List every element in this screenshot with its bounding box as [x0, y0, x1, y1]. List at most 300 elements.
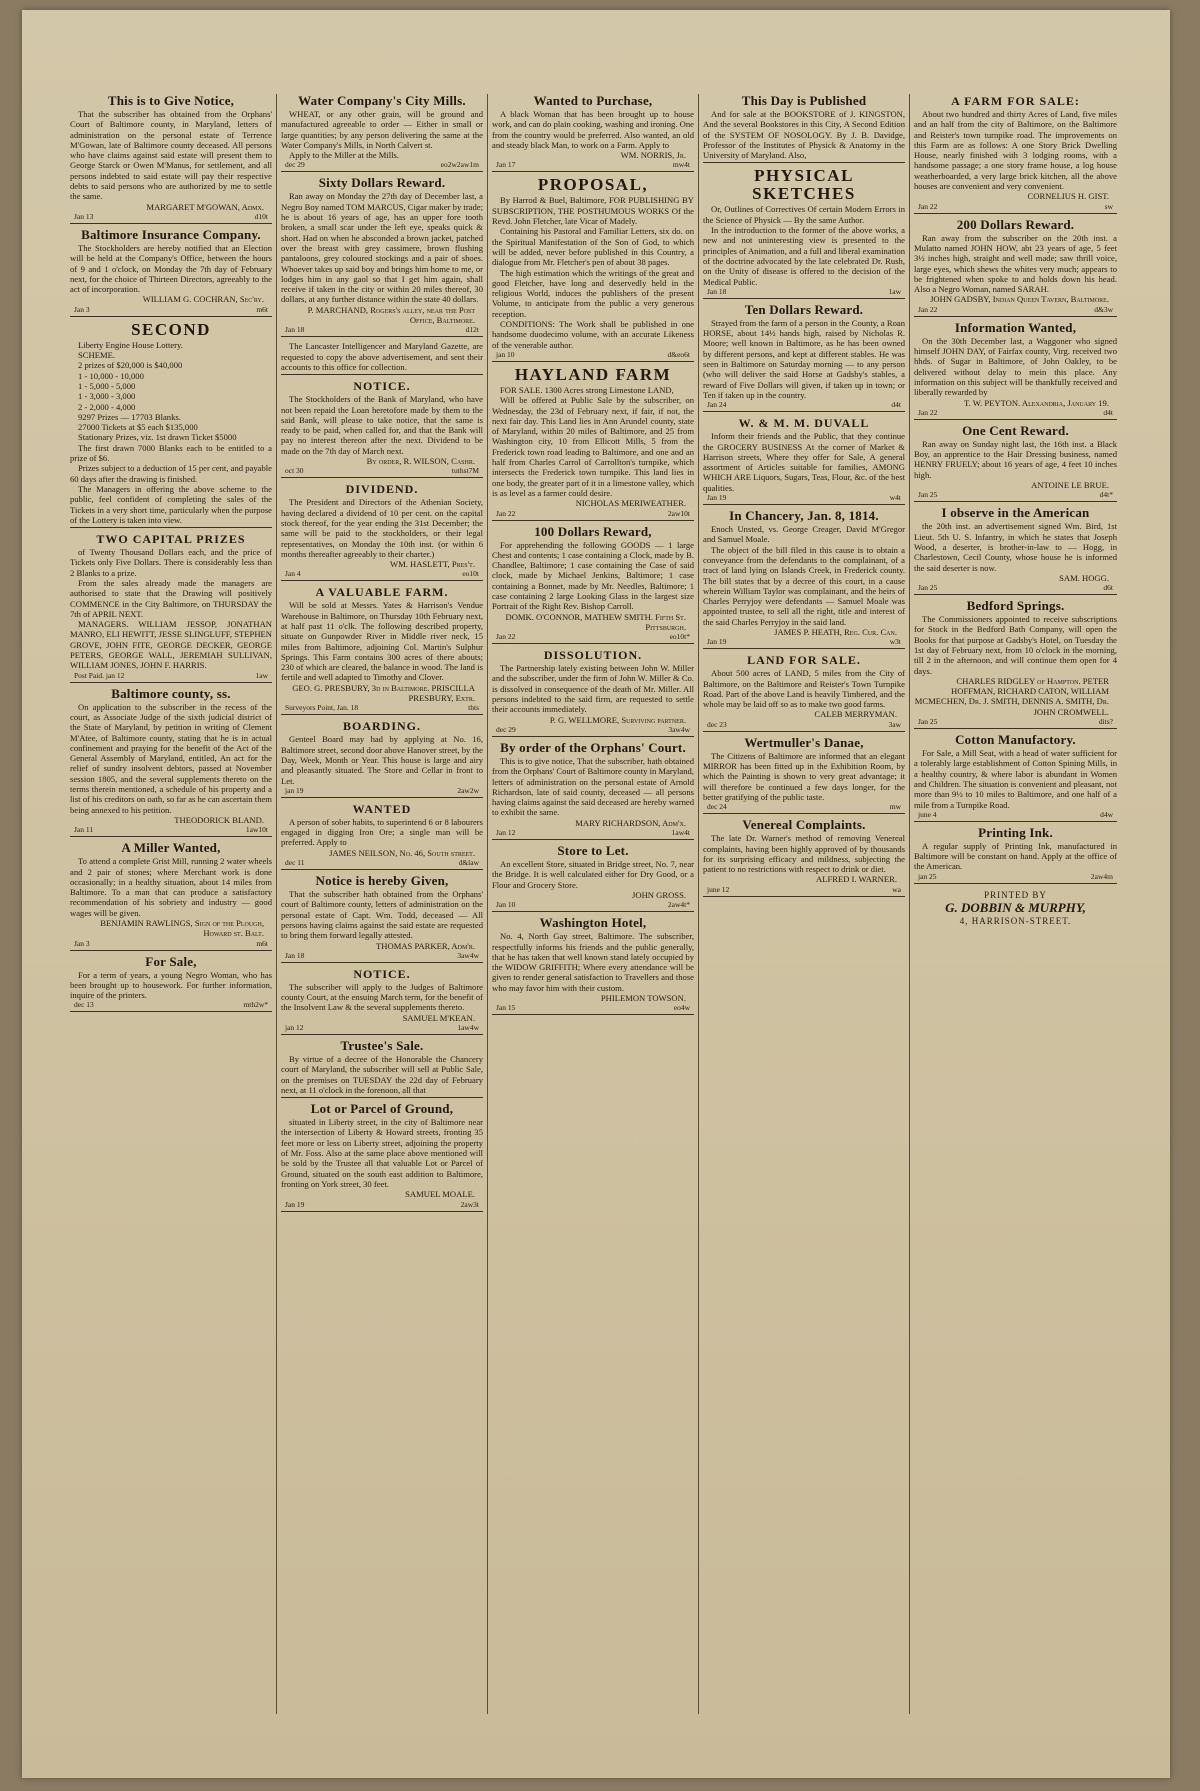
ad-date: Jan 18	[285, 950, 305, 960]
ad-title: For Sale,	[145, 953, 197, 969]
ad-body: situated in Liberty street, in the city of Baltimore near the intersection of Liberty & Howard streets, fronting 35 feet more or less on Liberty street, adjoining the property of Mr. Foss. Also at the same place above mentioned will be sold by the Trustee all that valuable Lot or Parcel of Ground, situated on the south east addition to Baltimore, fronting on York street, 30 feet.	[281, 1117, 483, 1189]
advertisement	[70, 321, 272, 528]
divider	[914, 883, 1117, 884]
ad-date: Jan 11	[74, 825, 94, 835]
divider	[281, 797, 483, 798]
divider	[914, 419, 1117, 420]
ad-footer	[703, 400, 905, 409]
advertisement	[703, 653, 905, 731]
advertisement	[492, 741, 694, 840]
ad-footer	[281, 325, 483, 334]
divider	[70, 950, 272, 951]
ad-body: WHEAT, or any other grain, will be ground and manufactured agreeable to order — Either in small or large quantities; by any person delivering the same at the Water Company's Mills, in North Calvert st.	[281, 109, 483, 150]
column-3	[488, 94, 699, 1714]
ad-title: NOTICE.	[353, 966, 411, 981]
ad-body: CONDITIONS: The Work shall be published in one handsome duodecimo volume, with an accurate Likeness of the venerable author.	[492, 319, 694, 350]
ad-title: W. & M. M. DUVALL	[738, 416, 870, 431]
divider	[914, 501, 1117, 502]
ad-body: A regular supply of Printing Ink, manufactured in Baltimore will be constant on hand. Apply at the office of the American.	[914, 840, 1117, 872]
ad-body: That the subscriber has obtained from the Orphans' Court of Baltimore county, in Maryland, letters of administration on the personal estate of Terrence M'Gowan, late of Baltimore county deceased. All persons who have claims against said estate will present them to George Starck or Owen M'Manus, for settlement, and all persons indebted to said estate will pay their respective debts to said persons who are authorized by me to settle the same.	[70, 109, 272, 202]
divider	[914, 594, 1117, 595]
ad-body: of Twenty Thousand Dollars each, and the price of Tickets only Five Dollars. There is considerably less than 2 Blanks to a prize.	[70, 547, 272, 578]
ad-code: mth2w*	[243, 1000, 268, 1010]
ad-body: MANAGERS. WILLIAM JESSOP, JONATHAN MANRO, ELI HEWITT, JESSE SLINGLUFF, STEPHEN GROVE, JOHN FITE, GEORGE DECKER, GEORGE PETERS, GEORGE WALL, JEREMIAH SULLIVAN, WILLIAM JONES, JOHN F. HARRIS.	[70, 619, 272, 671]
ad-title: Wanted to Purchase,	[533, 94, 653, 108]
ad-date: Jan 19	[285, 1199, 305, 1209]
advertisement	[703, 167, 905, 298]
ad-body: Genteel Board may had by applying at No. 16, Baltimore street, second door above Hanover street, by the Day, Week, Month or Year. This house is large and airy and pleasantly situated. The Store and Cellar in front to Let.	[281, 734, 483, 786]
ad-title: TWO CAPITAL PRIZES	[96, 532, 246, 547]
divider	[703, 504, 905, 505]
ad-title: LAND FOR SALE.	[747, 653, 861, 668]
ad-signature: BENJAMIN RAWLINGS, Sign of the Plough, Howard st. Balt.	[100, 918, 264, 939]
advertisement	[703, 736, 905, 814]
divider	[281, 1034, 483, 1035]
ad-footer	[70, 939, 272, 948]
ad-footer	[703, 720, 905, 729]
ad-signature: CHARLES RIDGLEY of Hampton. PETER HOFFMAN, RICHARD CATON, WILLIAM MCMECHEN, Dr. J. SMITH, DENNIS A. SMITH, Dr. JOHN CROMWELL.	[914, 675, 1109, 717]
ad-date: Jan 19	[707, 637, 727, 647]
ad-code: w3t	[889, 637, 901, 647]
divider	[70, 836, 272, 837]
ad-title: HAYLAND FARM	[514, 364, 672, 384]
ad-body: That the subscriber hath obtained from the Orphans' court of Baltimore county, letters of administration on the personal estate of Capt. Wm. Todd, deceased — All persons having claims against the said estate are requested to bring them forward legally attested.	[281, 889, 483, 941]
ad-body: By virtue of a decree of the Honorable the Chancery court of Maryland, the subscriber will sell at Public Sale, on the premises on TUESDAY the 22d day of February next, at 11 o'clock in the forenoon, all that	[281, 1054, 483, 1095]
ad-code: d4t*	[1099, 490, 1113, 500]
divider	[703, 648, 905, 649]
ad-signature: SAMUEL M'KEAN.	[402, 1012, 475, 1023]
ad-code: d4t	[1103, 407, 1113, 417]
advertisement	[281, 482, 483, 581]
ad-signature: JAMES NEILSON, No. 46, South street.	[329, 847, 475, 858]
ad-body: 27000 Tickets at $5 each $135,000	[78, 422, 198, 433]
ad-footer	[914, 408, 1117, 417]
ad-body: Ran away from the subscriber on the 20th inst. a Mulatto named JOHN HOW, abt 23 years of age, 5 feet 3½ inches high, straight and well made; saw thrill voice, large eyes, which shews the whites very much; appears to be frightened when spoke to and holds down his head. Also a Negro Woman, named SARAH.	[914, 232, 1117, 295]
ad-code: eo10t*	[669, 632, 690, 642]
ad-code: d6t	[1103, 583, 1113, 593]
ad-body: The first drawn 7000 Blanks each to be entitled to a prize of $6.	[70, 442, 272, 464]
column-1	[66, 94, 277, 1714]
ad-body: On application to the subscriber in the recess of the court, as Associate Judge of the sixth judicial district of the State of Maryland, by petition in writing of Clement M'Atee, of Baltimore county, stating that he is in actual confinement and praying for the benefit of the Act of the General Assembly of Maryland, entitled, An act for the relief of sundry insolvent debtors, passed at November session 1805, and the several supplements thereto on the terms therein mentioned, a schedule of his property and a list of his creditors on oath, so far as he can ascertain them being annexed to his petition.	[70, 701, 272, 815]
ad-body: The Stockholders of the Bank of Maryland, who have not been repaid the Loan heretofore made by them to the said Bank, will please to take notice, that the same is ready to be paid, when called for, and that the Bank will pay no interest thereon after the next. Dividend to be made on the 7th day of March next.	[281, 394, 483, 456]
advertisement	[914, 94, 1117, 214]
ad-body: the 20th inst. an advertisement signed Wm. Bird, 1st Lieut. 5th U. S. Infantry, in which he states that Joseph Wood, a deserter, is brother-in-law to — Hogg, in Charlestown, Cecil County, whose house he is informed the said deserter is now.	[914, 521, 1117, 573]
advertisement	[492, 648, 694, 737]
ad-date: Jan 22	[496, 508, 516, 518]
ad-footer	[281, 703, 483, 712]
ad-body: About 500 acres of LAND, 5 miles from the City of Baltimore, on the Baltimore and Reister's Town Turnpike Road. Part of the above Land is heavily Timbered, and the whole may be laid off so as to make two good farms.	[703, 668, 905, 710]
ad-body: Inform their friends and the Public, that they continue the GROCERY BUSINESS At the corner of Market & Harrison streets, Where they offer for Sale, A general assortment of Articles suitable for families, AMONG WHICH ARE Liquors, Sugars, Teas, Flour, &c. of the best qualities.	[703, 431, 905, 493]
ad-date: Jan 22	[918, 304, 938, 314]
ad-title: NOTICE.	[353, 379, 411, 394]
ad-footer	[914, 305, 1117, 314]
ad-title: By order of the Orphans' Court.	[500, 739, 686, 755]
ad-footer	[914, 202, 1117, 211]
ad-code: sw	[1104, 201, 1113, 211]
divider	[281, 962, 483, 963]
ad-date: Jan 3	[74, 304, 90, 314]
ad-signature: PHILEMON TOWSON.	[600, 993, 686, 1003]
divider	[281, 1211, 483, 1212]
ad-footer	[703, 287, 905, 296]
ad-footer	[914, 810, 1117, 819]
advertisement	[492, 844, 694, 912]
ad-signature: SAMUEL MOALE.	[405, 1189, 475, 1200]
ad-code: m6t	[256, 304, 268, 314]
ad-body: In the introduction to the former of the above works, a new and not uninteresting view is presented to the principles of Animation, and a full and liberal examination of the doctrine advocated by the late celebrated Dr. Rush, on the Unity of disease is offered to the decision of the Medical Public.	[703, 225, 905, 287]
advertisement	[281, 719, 483, 797]
advertisement	[492, 94, 694, 172]
advertisement	[914, 826, 1117, 884]
ad-code: 1aw4w	[457, 1023, 479, 1032]
ad-body: The high estimation which the writings of the great and good Fletcher, have long and deservedly held in the religious World, induces the publishers of the present Volume, to anticipate from the public a very generous reception.	[492, 267, 694, 319]
ad-body: 2 - 2,000 - 4,000	[78, 401, 136, 412]
ad-body: From the sales already made the managers are authorised to state that the Drawing will positively COMMENCE in the City Baltimore, on THURSDAY the 7th of APRIL NEXT.	[70, 577, 272, 619]
ad-code: eo10t	[462, 569, 479, 579]
divider	[281, 374, 483, 375]
ad-footer	[70, 212, 272, 221]
advertisement	[914, 218, 1117, 317]
ad-date: Jan 3	[74, 938, 90, 948]
ad-title: Washington Hotel,	[539, 915, 647, 931]
advertisement	[70, 841, 272, 950]
ad-title: Store to Let.	[557, 843, 629, 859]
ad-date: jan 12	[285, 1023, 304, 1032]
ad-title: Printing Ink.	[978, 824, 1053, 840]
ad-date: Jan 25	[918, 717, 938, 727]
ad-footer	[492, 828, 694, 837]
divider	[492, 520, 694, 521]
advertisement	[70, 228, 272, 317]
ad-title: Venereal Complaints.	[742, 817, 866, 833]
ad-code: 1aw10t	[245, 825, 268, 835]
imprint-line3: 4, HARRISON-STREET.	[959, 915, 1072, 926]
ad-body: Will be offered at Public Sale by the subscriber, on Wednesday, the 23d of February next, if fair, if not, the next fair day. This Land lies in Ann Arundel county, state of Maryland, within 20 miles of Baltimore, and 25 from Washington city, 10 from Ellicott Mills, 5 from the Frederick town road leading to Baltimore, and one and an half from Charles Carrol of Carrollton's turnpike, which intersects the Frederick town turnpike. This land lies in one body, the greater part of it in a limestone valley, which is as level as a farmer could desire.	[492, 395, 694, 498]
ad-title: 200 Dollars Reward.	[956, 216, 1075, 232]
ad-signature: WILLIAM G. COCHRAN, Sec'ry.	[142, 294, 264, 305]
ad-body: The object of the bill filed in this cause is to obtain a conveyance from the defendants to the complainant, of a tract of land lying on Islands Creek, in Frederick county. The bill states that by a decree of this court, in a cause wherein William Taylor was complainant, and the heirs of Charles Perryjoy were defendants — Samuel Moale was appointed trustee, to sell all the right, title and interest of the said Charles Perryjoy in the said land.	[703, 544, 905, 627]
ad-date: Jan 15	[496, 1003, 516, 1013]
ad-code: d&law	[458, 858, 479, 868]
ad-body: The Managers in offering the above scheme to the public, feel confident of completing the sales of the Tickets in a very short time, particularly when the purpose of the Lottery is taken into view.	[70, 483, 272, 525]
ad-body: An excellent Store, situated in Bridge street, No. 7, near the Bridge. It is well calculated either for Dry Good, or a Flour and Grocery Store.	[492, 859, 694, 890]
ad-date: Jan 22	[918, 407, 938, 417]
ad-code: thts	[468, 703, 479, 713]
advertisement	[914, 599, 1117, 729]
ad-title: WANTED	[352, 801, 412, 816]
ad-date: Jan 10	[496, 900, 516, 910]
ad-title: Water Company's City Mills.	[298, 94, 466, 108]
ad-body: This is to give notice, That the subscriber, hath obtained from the Orphans' Court of Baltimore county in Maryland, letters of administration on the personal estate of Arnold Richardson, late of said county, deceased — all persons having claims against the said deceased are hereby warned to exhibit the same.	[492, 755, 694, 818]
ad-code: tuthst7M	[451, 466, 479, 476]
advertisement	[703, 303, 905, 412]
ad-signature: ALFRED I. WARNER.	[815, 874, 897, 885]
advertisement	[703, 416, 905, 505]
ad-footer	[70, 825, 272, 834]
ad-body: No. 4, North Gay street, Baltimore. The subscriber, respectfully informs his friends and the public generally, that he has taken that well known stand lately occupied by the WIDOW GRIFFITH; Where every attendance will be given to render general satisfaction to Travellers and those who may favor him with their custom.	[492, 931, 694, 993]
ad-title: Trustee's Sale.	[340, 1038, 424, 1053]
divider	[492, 911, 694, 912]
ad-code: eo4w	[673, 1003, 690, 1013]
ad-footer	[70, 671, 272, 680]
ad-body: The Commissioners appointed to receive subscriptions for Stock in the Bedford Bath Company, will open the Books for that purpose at Gadsby's Hotel, on Tuesday the 1st day of February next, from 10 o'clock in the morning, till 2 in the afternoon, and will continue them open for 4 days.	[914, 614, 1117, 676]
advertisement	[703, 509, 905, 649]
ad-date: dec 11	[285, 858, 305, 868]
ad-code: m6t	[256, 938, 268, 948]
ad-code: 3aw4w	[457, 950, 479, 960]
ad-title: One Cent Reward.	[962, 422, 1069, 438]
ad-signature: P. G. WELLMORE, Surviving partner.	[549, 714, 686, 725]
ad-footer	[492, 725, 694, 734]
ad-title: SECOND	[131, 319, 211, 339]
divider	[703, 162, 905, 163]
advertisement	[281, 1039, 483, 1098]
ad-signature: MARY RICHARDSON, Adm'x.	[575, 817, 686, 828]
ad-date: jan 10	[496, 349, 515, 359]
divider	[70, 316, 272, 317]
advertisement	[492, 366, 694, 521]
divider	[703, 731, 905, 732]
imprint-line1: PRINTED BY	[984, 889, 1047, 900]
ad-code: d4w	[1100, 809, 1113, 819]
ad-signature: THOMAS PARKER, Adm'r.	[376, 940, 475, 951]
advertisement	[70, 955, 272, 1013]
ad-title: This is to Give Notice,	[107, 94, 235, 108]
divider	[70, 223, 272, 224]
ad-body: By Harrod & Buel, Baltimore, FOR PUBLISHING BY SUBSCRIPTION, THE POSTHUMOUS WORKS Of the Revd. John Fletcher, late Vicar of Madely.	[492, 195, 694, 227]
divider	[70, 527, 272, 528]
ad-footer	[492, 1003, 694, 1012]
ad-date: Jan 22	[496, 632, 516, 642]
ad-code: d10t	[254, 211, 268, 221]
ad-code: 3aw	[888, 719, 901, 729]
ad-body: The subscriber will apply to the Judges of Baltimore county Court, at the ensuing March term, for the benefit of the Insolvent Law & the several supplements thereto.	[281, 981, 483, 1013]
divider	[703, 298, 905, 299]
ad-title: BOARDING.	[342, 719, 421, 734]
ad-code: 2aw3t	[460, 1199, 479, 1209]
ad-signature: CORNELIUS H. GIST.	[1027, 191, 1109, 202]
columns	[66, 94, 1132, 1714]
ad-date: Jan 19	[707, 493, 727, 503]
ad-title: In Chancery, Jan. 8, 1814.	[729, 508, 879, 524]
ad-code: 3aw4w	[668, 724, 690, 734]
advertisement	[281, 874, 483, 963]
ad-body: Containing his Pastoral and Familiar Letters, six do. on the Spiritual Manifestation of the Son of God, to which will be added, never before published in this Country, a dialogue from Mr. Fletcher's pen of about 38 pages.	[492, 226, 694, 268]
divider	[281, 869, 483, 870]
ad-date: Jan 24	[707, 400, 727, 410]
ad-signature: NICHOLAS MERIWEATHER.	[575, 498, 686, 509]
ad-date: Jan 12	[496, 828, 516, 838]
advertisement	[281, 585, 483, 715]
ad-date: dec 24	[707, 802, 727, 812]
ad-date: jan 19	[285, 785, 304, 795]
ad-body: Or, Outlines of Correctives Of certain Modern Errors in the Science of Physick — By the same Author.	[703, 204, 905, 225]
ad-date: Jan 18	[707, 286, 727, 296]
advertisement	[914, 733, 1117, 822]
ad-date: Jan 17	[496, 160, 516, 170]
ad-signature: JOHN GADSBY, Indian Queen Tavern, Baltimore.	[930, 294, 1109, 305]
divider	[281, 171, 483, 172]
ad-title: Sixty Dollars Reward.	[318, 175, 446, 191]
ad-footer	[703, 885, 905, 894]
ad-body: Will be sold at Messrs. Yates & Harrison's Vendue Warehouse in Baltimore, on Thursday 10th February next, at half past 11 o'clk. The following described property, situate on Gunpowder River in Middle river neck, 15 miles from Baltimore, adjoining Col. Martin's Sulphur Springs. This Farm contains 300 acres of there abouts; 230 of which are cleared, the balance in wood. The land is fertile and well adapted to Timothy and Clover.	[281, 600, 483, 683]
ad-code: 2aw4m	[1090, 871, 1113, 881]
advertisement	[281, 1102, 483, 1211]
ad-body: Prizes subject to a deduction of 15 per cent, and payable 60 days after the drawing is finished.	[70, 463, 272, 484]
ad-title: Lot or Parcel of Ground,	[310, 1101, 454, 1117]
ad-title: This Day is Published	[741, 94, 867, 108]
ad-date: Jan 22	[918, 201, 938, 211]
ad-title: PROPOSAL,	[537, 175, 649, 195]
column-5	[910, 94, 1121, 1714]
ad-date: dec 23	[707, 719, 727, 729]
ad-body: The President and Directors of the Athenian Society, having declared a dividend of 10 per cent. on the capital stock thereof, for the year ending the 31st December; the same will be paid to the stockholders, or their legal representatives, on Monday the 10th inst. (or within 6 months thereafter agreeably to their charter.)	[281, 497, 483, 559]
ad-code: 1aw	[888, 286, 901, 296]
ad-signature: DOMK. O'CONNOR, MATHEW SMITH. Fifth St. Pittsburgh.	[505, 611, 686, 632]
ad-body: Enoch Unsted, vs. George Creager, David M'Gregor and Samuel Moale.	[703, 524, 905, 545]
ad-date: june 12	[707, 884, 730, 894]
divider	[914, 213, 1117, 214]
ad-date: dec 29	[285, 160, 305, 170]
ad-body: To attend a complete Grist Mill, running 2 water wheels and 2 pair of stones; where Merchant work is done occasionally; in a healthy situation, about 14 miles from Baltimore. To a man that can produce a satisfactory recommendation of his sobriety and industry — good wages will be given.	[70, 856, 272, 918]
ad-date: june 4	[918, 809, 937, 819]
ad-footer	[281, 786, 483, 795]
ad-signature: GEO. G. PRESBURY, 3d in Baltimore. PRISCILLA PRESBURY, Extr.	[292, 682, 475, 704]
ad-footer	[703, 637, 905, 646]
ad-signature: CALEB MERRYMAN.	[814, 709, 897, 720]
ad-code: d12t	[465, 325, 479, 335]
advertisement	[914, 506, 1117, 595]
divider	[914, 316, 1117, 317]
ad-footer	[492, 900, 694, 909]
ad-code: d&3w	[1094, 304, 1113, 314]
ad-footer	[914, 490, 1117, 499]
column-2	[277, 94, 488, 1714]
ad-footer	[70, 1000, 272, 1009]
ad-footer	[281, 858, 483, 867]
divider	[281, 580, 483, 581]
ad-code: 2aw2w	[457, 785, 479, 795]
ad-body: For Sale, a Mill Seat, with a head of water sufficient for a tolerably large establishment of Cotton Spining Mills, in a healthy country, & where labor is abundant in Women and Children. The situation is convenient and pleasant, not more than 9½ to 10 miles to Baltimore, and one half of a mile from a Turnpike Road.	[914, 748, 1117, 810]
ad-body: Ran away on Monday the 27th day of December last, a Negro Boy named TOM MARCUS, Cigar maker by trade; he is about 16 years of age, has an upper fore tooth broken, a small scar under the left eye, speaks quick & short. Had on when he absconded a brown jacket, patched over the breast with grey cassimere, brown flushing pantaloons, grey coloured stockings and a pair of shoes. Whoever takes up said boy and brings him home to me, or lodges him in any gaol so that I get him again, shall receive if taken in the city or within 20 miles thereof, 30 dollars, at any further distance within the state 40 dollars.	[281, 191, 483, 305]
ad-code: eo2w2aw1m	[440, 160, 479, 170]
divider	[492, 839, 694, 840]
ad-body: 9297 Prizes — 17703 Blanks.	[78, 411, 181, 422]
newspaper-page	[22, 10, 1170, 1778]
ad-title: Bedford Springs.	[966, 598, 1065, 614]
ad-body: The Lancaster Intelligencer and Maryland Gazette, are requested to copy the above advertisement, and sent their accounts to this office for collection.	[281, 341, 483, 372]
ad-body: The late Dr. Warner's method of removing Venereal complaints, having been highly approved of by thousands for its surprising efficacy and mildness, subjecting the patient to no restrictions with respect to drink or diet.	[703, 833, 905, 875]
divider	[492, 736, 694, 737]
divider	[492, 171, 694, 172]
ad-footer	[281, 569, 483, 578]
ad-footer	[914, 717, 1117, 726]
ad-body: Stationary Prizes, viz. 1st drawn Ticket $5000	[78, 432, 237, 443]
advertisement	[492, 176, 694, 361]
ad-date: Surveyors Point, Jan. 18	[285, 703, 359, 713]
advertisement	[70, 532, 272, 683]
ad-signature: ANTOINE LE BRUE.	[1031, 480, 1109, 491]
ad-code: 1aw	[255, 670, 268, 680]
ad-title: DIVIDEND.	[345, 482, 419, 497]
imprint-line2: G. DOBBIN & MURPHY,	[945, 899, 1086, 915]
ad-title: Ten Dollars Reward.	[744, 301, 864, 317]
ad-title: 100 Dollars Reward,	[534, 523, 652, 539]
ad-footer	[281, 1200, 483, 1209]
divider	[281, 1097, 483, 1098]
ad-body: The Partnership lately existing between John W. Miller and the subscriber, under the firm of John W. Miller & Co. is dissolved in consequence of the death of Mr. Miller. All persons indebted to the said firm, are requested to settle their accounts immediately.	[492, 663, 694, 715]
ad-footer	[281, 160, 483, 169]
ad-code: dits?	[1098, 717, 1113, 727]
ad-title: Cotton Manufactory.	[955, 732, 1076, 748]
divider	[703, 813, 905, 814]
ad-date: dec 29	[496, 724, 516, 734]
ad-title: Baltimore county, ss.	[111, 685, 231, 701]
ad-body: A black Woman that has been brought up to house work, and can do plain cooking, washing and ironing. One from the country would be preferred. Also wanted, an old and steady black Man, to work on a Farm. Apply to	[492, 109, 694, 150]
advertisement	[70, 94, 272, 224]
ad-body: For a term of years, a young Negro Woman, who has been brought up to housework. For further information, inquire of the printers.	[70, 969, 272, 1001]
ad-title: Baltimore Insurance Company.	[81, 226, 261, 242]
ad-code: 1aw4t	[671, 828, 690, 838]
ad-body: The Citizens of Baltimore are informed that an elegant MIRROR has been fitted up in the Exhibition Room, by which the Painting is shown to very great advantage; it will therefore be continued a few days longer, for the better gratifying of the public taste.	[703, 750, 905, 802]
ad-body: And for sale at the BOOKSTORE of J. KINGSTON, And the several Bookstores in this City, A Second Edition of the SYSTEM OF NOSOLOGY. By J. B. Davidge, Professor of the Institutes of Physick & Anatomy in the University of Maryland. Also,	[703, 109, 905, 161]
ad-code: mw4t	[672, 160, 690, 170]
ad-signature: MARGARET M'GOWAN, Admx.	[146, 201, 264, 212]
ad-code: 2aw10t	[667, 508, 690, 518]
ad-footer	[70, 305, 272, 314]
ad-title: Notice is hereby Given,	[315, 873, 449, 889]
ad-title: Wertmuller's Danae,	[744, 734, 864, 750]
ad-body: FOR SALE. 1300 Acres strong Limestone LAND,	[500, 384, 674, 395]
ad-signature: T. W. PEYTON. Alexandria, January 19.	[963, 397, 1109, 408]
ad-date: Jan 25	[918, 583, 938, 593]
advertisement	[914, 321, 1117, 420]
ad-body: On the 30th December last, a Waggoner who signed himself JOHN DAY, of Fairfax county, Virg. received two hhds. of Sugar in Baltimore, of John Oakley, to be delivered without delay to mein this place. Any information on this subject will be thankfully received and liberally rewarded by	[914, 335, 1117, 398]
divider	[281, 477, 483, 478]
advertisement	[70, 687, 272, 838]
ad-date: Jan 13	[74, 211, 94, 221]
ad-body: Strayed from the farm of a person in the County, a Roan HORSE, about 14½ hands high, raised by Nicholas R. Moore; well known in Baltimore, as he has been owned by different persons, and kept at different stables. He was seen in Baltimore on Saturday morning — to any person (who will deliver the said Horse at Gadsby's stables, a reward of Five Dollars will given, if taken up in town; or Ten if taken up in the country.	[703, 317, 905, 400]
ad-footer	[703, 802, 905, 811]
divider	[703, 411, 905, 412]
ad-footer	[281, 1023, 483, 1032]
advertisement	[281, 94, 483, 172]
ad-code: d4t	[891, 400, 901, 410]
advertisement	[281, 176, 483, 337]
divider	[70, 1011, 272, 1012]
advertisement	[492, 916, 694, 1015]
ad-title: Information Wanted,	[954, 319, 1077, 335]
advertisement	[703, 818, 905, 896]
ad-body: 1 - 5,000 - 5,000	[78, 380, 136, 391]
ad-body: SCHEME.	[78, 350, 116, 361]
ad-title: I observe in the American	[941, 505, 1090, 521]
ad-signature: By order, R. WILSON, Cashr.	[366, 456, 475, 467]
ad-footer	[914, 872, 1117, 881]
ad-signature: P. MARCHAND, Rogers's alley, near the Post Office, Baltimore.	[307, 304, 475, 326]
ad-code: w4t	[889, 493, 901, 503]
ad-body: A person of sober habits, to superintend 6 or 8 labourers engaged in digging Iron Ore; a single man will be preferred. Apply to	[281, 816, 483, 848]
ad-body: For apprehending the following GOODS — 1 large Chest and contents; 1 case containing a Clock, made by B. Chandlee, Baltimore; 1 case containing the Case of said clock, made by Michael Jenkins, Baltimore; 1 case containing a Bonnet, made by Mr. Needles, Baltimore; 1 case containing 2 large Looking Glass in the largest size Portrait of the Right Rev. Bishop Carroll.	[492, 539, 694, 612]
divider	[492, 643, 694, 644]
ad-body: 1 - 10,000 - 10,000	[78, 370, 144, 381]
advertisement	[281, 379, 483, 478]
ad-signature: WM. NORRIS, Jr.	[620, 150, 686, 161]
ad-title: DISSOLUTION.	[543, 648, 643, 663]
advertisement	[703, 94, 905, 163]
ad-body: 2 prizes of $20,000 is $40,000	[78, 360, 183, 371]
advertisement	[914, 424, 1117, 502]
